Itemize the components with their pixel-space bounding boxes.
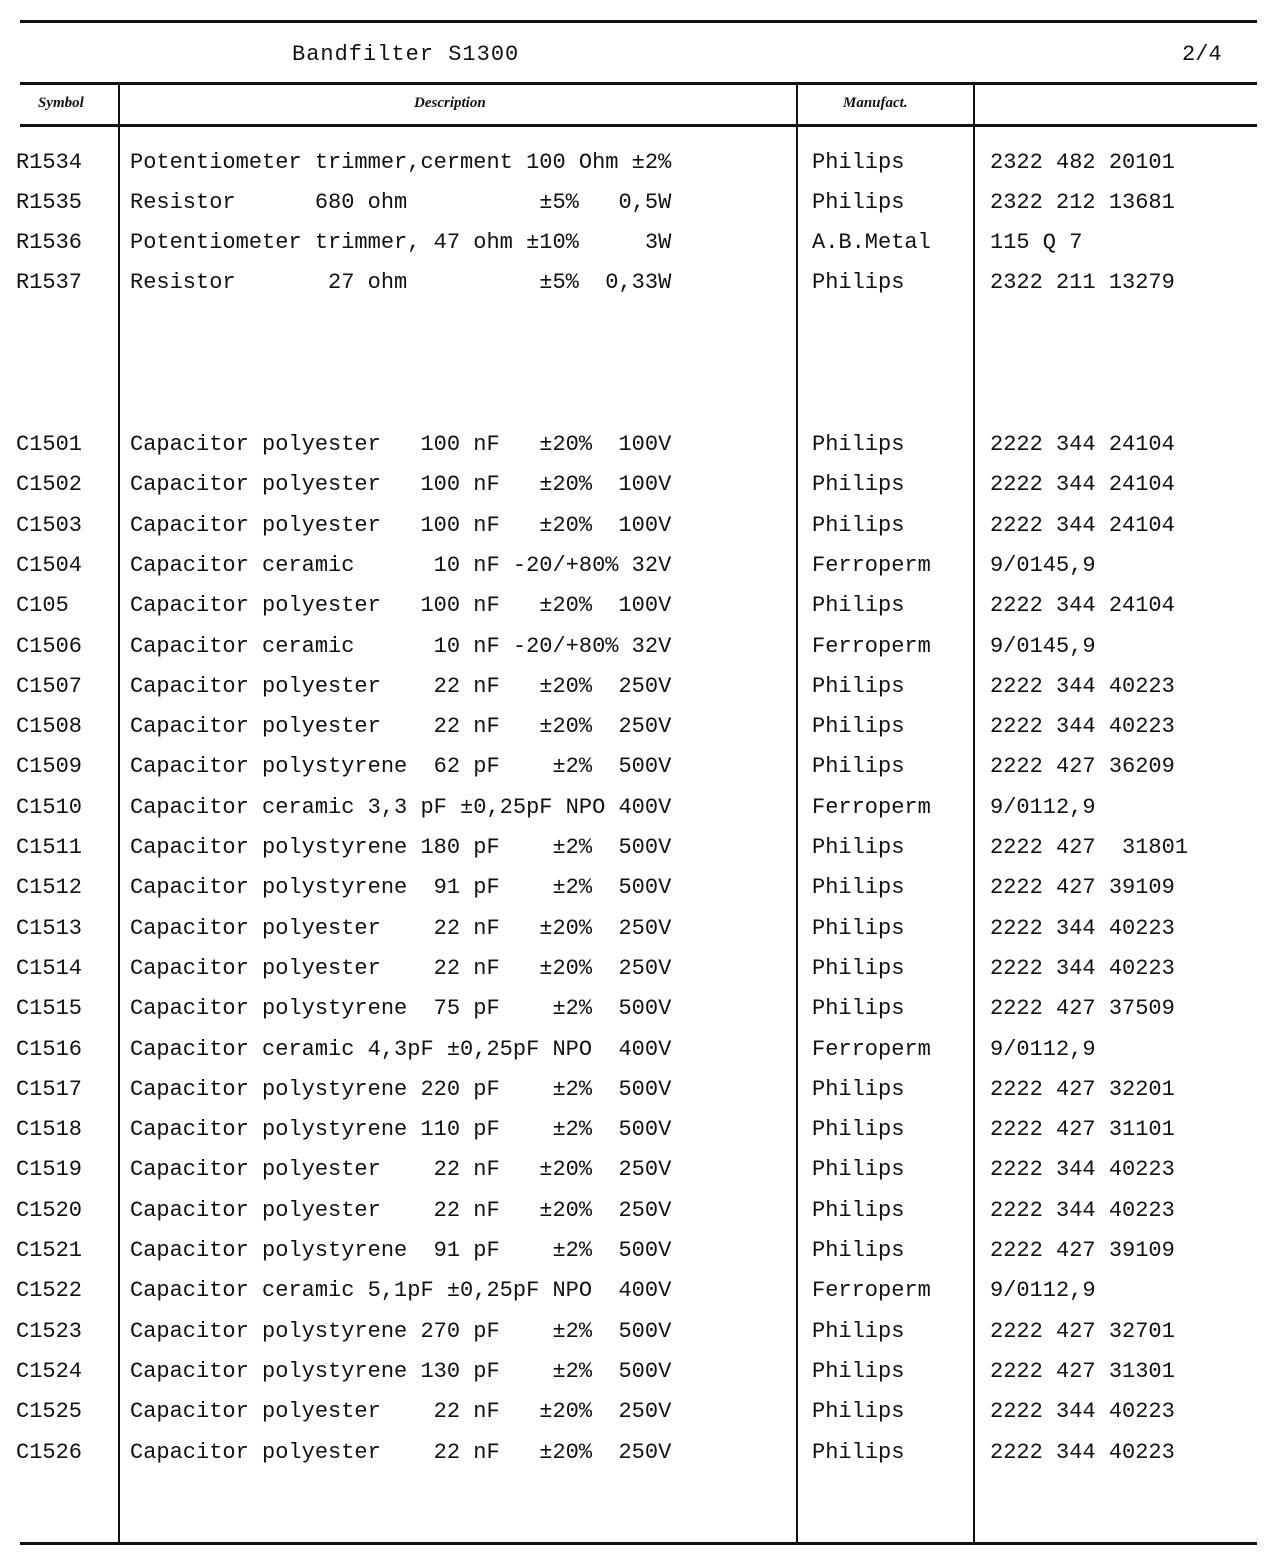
row-manufacturer: Philips (812, 190, 905, 215)
table-row (0, 956, 1274, 988)
row-code: 2222 427 37509 (990, 996, 1175, 1022)
row-manufacturer: Philips (812, 1399, 905, 1425)
row-description: Capacitor polystyrene 91 pF ±2% 500V (130, 875, 672, 901)
row-symbol: C1511 (16, 835, 83, 860)
row-description: Capacitor ceramic 10 nF -20/+80% 32V (130, 552, 672, 578)
row-code: 2222 427 32201 (990, 1076, 1175, 1102)
row-manufacturer: A.B.Metal (812, 230, 931, 255)
row-symbol: C1503 (16, 512, 83, 538)
row-symbol: C1512 (16, 875, 83, 901)
row-code: 2222 344 40223 (990, 714, 1175, 740)
page-title: Bandfilter S1300 (292, 42, 520, 67)
row-description: Capacitor polyester 22 nF ±20% 250V (130, 955, 672, 981)
row-manufacturer: Ferroperm (812, 794, 931, 820)
row-code: 2222 427 31301 (990, 1358, 1175, 1384)
row-symbol: C1523 (16, 1318, 83, 1344)
row-manufacturer: Philips (812, 673, 905, 699)
row-manufacturer: Philips (812, 1318, 905, 1344)
row-symbol: C105 (16, 593, 69, 619)
table-row (0, 916, 1274, 948)
row-description: Capacitor polystyrene 180 pF ±2% 500V (130, 835, 672, 860)
row-description: Capacitor polyester 100 nF ±20% 100V (130, 512, 672, 538)
table-row (0, 875, 1274, 907)
column-header-symbol: Symbol (38, 95, 84, 111)
row-description: Potentiometer trimmer, 47 ohm ±10% 3W (130, 230, 672, 255)
row-code: 2222 427 39109 (990, 1238, 1175, 1263)
row-description: Capacitor ceramic 10 nF -20/+80% 32V (130, 633, 672, 659)
row-code: 9/0112,9 (990, 1036, 1096, 1062)
table-row (0, 674, 1274, 706)
table-row (0, 1319, 1274, 1351)
bottom-rule (20, 1542, 1257, 1545)
row-manufacturer: Philips (812, 1117, 905, 1143)
row-code: 2222 427 39109 (990, 875, 1175, 901)
table-row (0, 1077, 1274, 1109)
row-code: 2222 344 40223 (990, 1197, 1175, 1223)
row-manufacturer: Philips (812, 593, 905, 619)
row-description: Resistor 680 ohm ±5% 0,5W (130, 190, 672, 215)
row-manufacturer: Philips (812, 996, 905, 1022)
table-row (0, 1278, 1274, 1310)
column-header-description: Description (414, 95, 486, 111)
row-code: 2322 212 13681 (990, 190, 1175, 215)
table-row (0, 513, 1274, 545)
top-rule (20, 20, 1257, 23)
row-manufacturer: Philips (812, 955, 905, 981)
row-symbol: C1518 (16, 1117, 83, 1143)
row-description: Capacitor ceramic 3,3 pF ±0,25pF NPO 400V (130, 794, 672, 820)
row-description: Potentiometer trimmer,cerment 100 Ohm ±2% (130, 150, 672, 175)
row-symbol: C1515 (16, 996, 83, 1022)
table-row (0, 1238, 1274, 1270)
row-description: Capacitor ceramic 4,3pF ±0,25pF NPO 400V (130, 1036, 672, 1062)
row-symbol: C1510 (16, 794, 83, 820)
row-symbol: R1536 (16, 230, 83, 255)
row-description: Capacitor polystyrene 91 pF ±2% 500V (130, 1238, 672, 1263)
row-code: 2222 427 36209 (990, 754, 1175, 780)
table-row (0, 1117, 1274, 1149)
table-row (0, 714, 1274, 746)
table-row (0, 150, 1274, 182)
row-symbol: C1508 (16, 714, 83, 740)
row-symbol: C1521 (16, 1238, 83, 1263)
row-description: Capacitor polystyrene 110 pF ±2% 500V (130, 1117, 672, 1143)
row-code: 2222 344 40223 (990, 1399, 1175, 1425)
row-code: 2222 344 24104 (990, 593, 1175, 619)
row-code: 2222 344 24104 (990, 472, 1175, 498)
table-row (0, 1399, 1274, 1431)
table-row (0, 190, 1274, 222)
row-manufacturer: Philips (812, 150, 905, 175)
row-symbol: C1506 (16, 633, 83, 659)
row-manufacturer: Ferroperm (812, 1278, 931, 1304)
row-description: Capacitor ceramic 5,1pF ±0,25pF NPO 400V (130, 1278, 672, 1304)
header-top-rule (20, 82, 1257, 85)
table-row (0, 270, 1274, 302)
row-manufacturer: Ferroperm (812, 552, 931, 578)
row-code: 2222 344 40223 (990, 1439, 1175, 1465)
table-row (0, 1157, 1274, 1189)
row-symbol: R1535 (16, 190, 83, 215)
row-manufacturer: Philips (812, 1439, 905, 1465)
row-description: Capacitor polyester 100 nF ±20% 100V (130, 432, 672, 457)
row-code: 9/0112,9 (990, 794, 1096, 820)
row-manufacturer: Philips (812, 1197, 905, 1223)
row-symbol: C1516 (16, 1036, 83, 1062)
row-manufacturer: Philips (812, 432, 905, 457)
row-description: Capacitor polyester 22 nF ±20% 250V (130, 714, 672, 740)
row-symbol: R1534 (16, 150, 83, 175)
page-number: 2/4 (1182, 42, 1222, 67)
row-manufacturer: Philips (812, 270, 905, 295)
table-row (0, 795, 1274, 827)
table-row (0, 553, 1274, 585)
row-description: Capacitor polyester 100 nF ±20% 100V (130, 472, 672, 498)
row-symbol: C1509 (16, 754, 83, 780)
row-symbol: C1507 (16, 673, 83, 699)
row-symbol: C1504 (16, 552, 83, 578)
row-manufacturer: Ferroperm (812, 633, 931, 659)
row-symbol: C1501 (16, 432, 83, 457)
row-manufacturer: Philips (812, 875, 905, 901)
header-bottom-rule (20, 124, 1257, 127)
row-code: 2322 211 13279 (990, 270, 1175, 295)
row-description: Capacitor polystyrene 270 pF ±2% 500V (130, 1318, 672, 1344)
table-row (0, 230, 1274, 262)
row-description: Capacitor polyester 22 nF ±20% 250V (130, 1399, 672, 1425)
row-symbol: C1522 (16, 1278, 83, 1304)
row-manufacturer: Philips (812, 714, 905, 740)
row-symbol: C1520 (16, 1197, 83, 1223)
row-symbol: R1537 (16, 270, 83, 295)
row-manufacturer: Philips (812, 754, 905, 780)
table-row (0, 996, 1274, 1028)
row-code: 9/0112,9 (990, 1278, 1096, 1304)
row-symbol: C1525 (16, 1399, 83, 1425)
row-code: 2222 427 31801 (990, 835, 1189, 860)
table-row (0, 1359, 1274, 1391)
row-description: Capacitor polyester 22 nF ±20% 250V (130, 673, 672, 699)
row-description: Capacitor polyester 100 nF ±20% 100V (130, 593, 672, 619)
table-row (0, 1037, 1274, 1069)
table-row (0, 835, 1274, 867)
row-description: Capacitor polyester 22 nF ±20% 250V (130, 1439, 672, 1465)
row-manufacturer: Ferroperm (812, 1036, 931, 1062)
row-symbol: C1517 (16, 1076, 83, 1102)
row-code: 2222 344 24104 (990, 512, 1175, 538)
table-row (0, 432, 1274, 464)
row-description: Capacitor polystyrene 220 pF ±2% 500V (130, 1076, 672, 1102)
row-code: 2222 344 40223 (990, 915, 1175, 941)
row-manufacturer: Philips (812, 835, 905, 860)
table-row (0, 1198, 1274, 1230)
row-manufacturer: Philips (812, 512, 905, 538)
table-row (0, 472, 1274, 504)
row-manufacturer: Philips (812, 472, 905, 498)
table-row (0, 593, 1274, 625)
row-description: Resistor 27 ohm ±5% 0,33W (130, 270, 672, 295)
row-description: Capacitor polyester 22 nF ±20% 250V (130, 1197, 672, 1223)
row-code: 2222 344 24104 (990, 432, 1175, 457)
row-manufacturer: Philips (812, 1238, 905, 1263)
table-row (0, 1440, 1274, 1472)
row-description: Capacitor polystyrene 75 pF ±2% 500V (130, 996, 672, 1022)
row-code: 2222 344 40223 (990, 673, 1175, 699)
row-symbol: C1514 (16, 955, 83, 981)
row-manufacturer: Philips (812, 1157, 905, 1183)
table-row (0, 634, 1274, 666)
row-symbol: C1513 (16, 915, 83, 941)
column-header-manufacturer: Manufact. (843, 95, 908, 111)
table-row (0, 754, 1274, 786)
row-symbol: C1502 (16, 472, 83, 498)
row-manufacturer: Philips (812, 915, 905, 941)
row-code: 2222 427 31101 (990, 1117, 1175, 1143)
row-code: 2222 344 40223 (990, 955, 1175, 981)
row-code: 9/0145,9 (990, 633, 1096, 659)
row-description: Capacitor polyester 22 nF ±20% 250V (130, 915, 672, 941)
row-description: Capacitor polystyrene 62 pF ±2% 500V (130, 754, 672, 780)
row-manufacturer: Philips (812, 1076, 905, 1102)
row-code: 2322 482 20101 (990, 150, 1175, 175)
row-code: 2222 427 32701 (990, 1318, 1175, 1344)
row-symbol: C1524 (16, 1358, 83, 1384)
row-description: Capacitor polyester 22 nF ±20% 250V (130, 1157, 672, 1183)
row-manufacturer: Philips (812, 1358, 905, 1384)
row-description: Capacitor polystyrene 130 pF ±2% 500V (130, 1358, 672, 1384)
row-symbol: C1519 (16, 1157, 83, 1183)
row-code: 115 Q 7 (990, 230, 1083, 255)
row-symbol: C1526 (16, 1439, 83, 1465)
row-code: 2222 344 40223 (990, 1157, 1175, 1183)
row-code: 9/0145,9 (990, 552, 1096, 578)
